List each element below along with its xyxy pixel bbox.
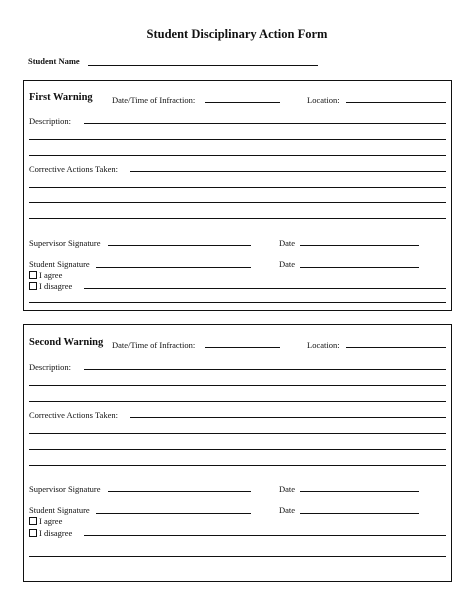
location-label: Location: — [307, 340, 340, 350]
supervisor-date-label: Date — [279, 484, 296, 494]
corrective-line[interactable] — [130, 417, 446, 418]
student-name-field[interactable] — [88, 65, 318, 66]
student-date-field[interactable] — [300, 513, 419, 514]
agree-checkbox[interactable] — [29, 271, 37, 279]
agree-label: I agree — [39, 516, 63, 526]
datetime-field[interactable] — [205, 102, 280, 103]
section-heading: Second Warning — [29, 337, 104, 348]
corrective-line[interactable] — [29, 187, 446, 188]
description-line[interactable] — [29, 139, 446, 140]
supervisor-date-field[interactable] — [300, 491, 419, 492]
student-name-row — [28, 56, 80, 66]
location-field[interactable] — [346, 347, 446, 348]
agree-label: I agree — [39, 270, 63, 280]
supervisor-date-label: Date — [279, 238, 296, 248]
description-line[interactable] — [29, 155, 446, 156]
corrective-line[interactable] — [29, 433, 446, 434]
corrective-line[interactable] — [29, 465, 446, 466]
second-warning-section — [23, 324, 452, 582]
student-date-field[interactable] — [300, 267, 419, 268]
section-heading: First Warning — [29, 92, 93, 103]
comment-line[interactable] — [29, 556, 446, 557]
student-signature-field[interactable] — [96, 267, 251, 268]
location-label: Location: — [307, 95, 340, 105]
description-label: Description: — [29, 116, 72, 126]
disagree-option[interactable] — [29, 528, 72, 538]
student-signature-label: Student Signature — [29, 505, 90, 515]
corrective-line[interactable] — [29, 449, 446, 450]
agree-option[interactable] — [29, 516, 62, 526]
agree-checkbox[interactable] — [29, 517, 37, 525]
student-signature-label: Student Signature — [29, 259, 90, 269]
first-warning-section — [23, 80, 452, 311]
comment-line[interactable] — [84, 288, 446, 289]
comment-line[interactable] — [84, 535, 446, 536]
supervisor-date-field[interactable] — [300, 245, 419, 246]
datetime-label: Date/Time of Infraction: — [112, 340, 196, 350]
agree-option[interactable] — [29, 270, 62, 280]
corrective-line[interactable] — [29, 218, 446, 219]
description-label: Description: — [29, 362, 72, 372]
corrective-line[interactable] — [130, 171, 446, 172]
corrective-line[interactable] — [29, 202, 446, 203]
corrective-actions-label: Corrective Actions Taken: — [29, 164, 118, 174]
description-line[interactable] — [29, 385, 446, 386]
disagree-checkbox[interactable] — [29, 282, 37, 290]
supervisor-signature-label: Supervisor Signature — [29, 238, 101, 248]
datetime-field[interactable] — [205, 347, 280, 348]
disagree-option[interactable] — [29, 281, 72, 291]
description-line[interactable] — [84, 369, 446, 370]
comment-line[interactable] — [29, 302, 446, 303]
form-title: Student Disciplinary Action Form — [146, 27, 328, 41]
disagree-label: I disagree — [39, 528, 73, 538]
corrective-actions-label: Corrective Actions Taken: — [29, 410, 118, 420]
description-line[interactable] — [84, 123, 446, 124]
datetime-label: Date/Time of Infraction: — [112, 95, 196, 105]
supervisor-signature-field[interactable] — [108, 491, 251, 492]
description-line[interactable] — [29, 401, 446, 402]
supervisor-signature-label: Supervisor Signature — [29, 484, 101, 494]
location-field[interactable] — [346, 102, 446, 103]
student-date-label: Date — [279, 505, 296, 515]
disagree-label: I disagree — [39, 281, 73, 291]
student-name-label: Student Name — [28, 56, 80, 66]
student-date-label: Date — [279, 259, 296, 269]
student-signature-field[interactable] — [96, 513, 251, 514]
supervisor-signature-field[interactable] — [108, 245, 251, 246]
disagree-checkbox[interactable] — [29, 529, 37, 537]
